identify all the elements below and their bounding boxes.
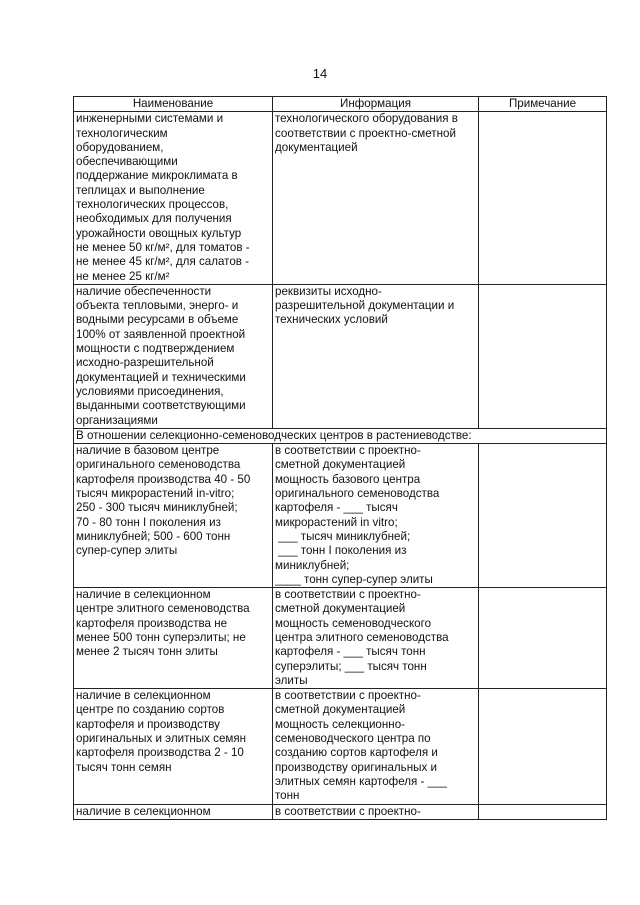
cell-line: суперэлиты; ___ тысяч тонн <box>275 659 427 673</box>
table-row <box>74 112 607 285</box>
cell-line: сметной документацией <box>275 458 406 472</box>
cell-line: менее 500 тонн суперэлиты; не <box>76 630 246 644</box>
cell-line: соответствии с проектно-сметной <box>275 126 456 140</box>
cell-line: картофеля и производству <box>76 717 220 731</box>
cell-info <box>273 588 479 689</box>
cell-line: мощность базового центра <box>275 472 421 486</box>
cell-line: в соответствии с проектно- <box>275 689 421 703</box>
cell-line: технологическим <box>76 126 168 140</box>
requirements-table <box>73 96 607 820</box>
cell-line: объекта тепловыми, энерго- и <box>76 299 239 313</box>
cell-line: картофеля - ___ тысяч тонн <box>275 645 426 659</box>
cell-line: в соответствии с проектно- <box>275 444 421 458</box>
cell-line: оригинальных и элитных семян <box>76 732 247 746</box>
table-row <box>74 588 607 689</box>
cell-line: водными ресурсами в объеме <box>76 313 239 327</box>
cell-line: 250 - 300 тысяч миниклубней; <box>76 501 238 515</box>
cell-info <box>273 284 479 428</box>
cell-line: исходно-разрешительной <box>76 356 214 370</box>
cell-line: производству оригинальных и <box>275 760 437 774</box>
header-info: Информация <box>273 97 479 112</box>
table-body-top <box>74 112 607 429</box>
cell-line: документацией и техническими <box>76 370 246 384</box>
cell-line: элиты <box>275 673 308 687</box>
cell-line: оригинального семеноводства <box>76 458 241 472</box>
cell-line: менее 2 тысяч тонн элиты <box>76 645 218 659</box>
cell-line: мощность селекционно- <box>275 717 405 731</box>
cell-note <box>479 444 607 588</box>
table-row <box>74 284 607 428</box>
cell-line: созданию сортов картофеля и <box>275 746 438 760</box>
cell-line: семеноводческого центра по <box>275 732 431 746</box>
cell-line: тысяч микрорастений in-vitro; <box>76 487 235 501</box>
cell-name <box>74 689 273 804</box>
cell-note <box>479 588 607 689</box>
cell-line: ___ тонн I поколения из <box>275 544 407 558</box>
table-header-row <box>74 97 607 112</box>
cell-line: не менее 45 кг/м², для салатов - <box>76 255 250 269</box>
cell-name <box>74 112 273 285</box>
cell-line: разрешительной документации и <box>275 299 455 313</box>
cell-line: центре элитного семеноводства <box>76 602 250 616</box>
cell-note <box>479 112 607 285</box>
cell-line: сметной документацией <box>275 703 406 717</box>
cell-info <box>273 444 479 588</box>
cell-line: реквизиты исходно- <box>275 284 382 298</box>
header-note: Примечание <box>479 97 607 112</box>
cell-line: тонн <box>275 789 300 803</box>
cell-line: ____ тонн супер-супер элиты <box>275 572 433 586</box>
cell-info <box>273 689 479 804</box>
cell-line: технологического оборудования в <box>275 112 458 126</box>
section-title: В отношении селекционно-семеноводческих центров в растениеводстве: <box>74 428 607 443</box>
cell-line: 100% от заявленной проектной <box>76 327 246 341</box>
section-title-row <box>74 428 607 443</box>
cell-line: поддержание микроклимата в <box>76 169 238 183</box>
cell-name <box>74 444 273 588</box>
cell-line: организациями <box>76 413 158 427</box>
cell-line: урожайности овощных культур <box>76 226 242 240</box>
cell-line: элитных семян картофеля - ___ <box>275 774 447 788</box>
cell-line: наличие в селекционном <box>76 804 211 818</box>
cell-line: инженерными системами и <box>76 112 224 126</box>
cell-line: наличие в базовом центре <box>76 444 220 458</box>
cell-line: супер-супер элиты <box>76 544 178 558</box>
cell-line: документацией <box>275 140 358 154</box>
cell-line: не менее 50 кг/м², для томатов - <box>76 240 250 254</box>
cell-line: обеспечивающими <box>76 155 178 169</box>
cell-line: технических условий <box>275 313 388 327</box>
cell-line: центре по созданию сортов <box>76 703 225 717</box>
cell-note <box>479 284 607 428</box>
cell-line: теплицах и выполнение <box>76 183 205 197</box>
cell-line: картофеля производства 2 - 10 <box>76 746 244 760</box>
cell-line: оригинального семеноводства <box>275 487 440 501</box>
cell-line: тысяч тонн семян <box>76 760 172 774</box>
cell-name <box>74 284 273 428</box>
page-number: 14 <box>312 66 328 81</box>
cell-info <box>273 112 479 285</box>
cell-line: картофеля - ___ тысяч <box>275 501 398 515</box>
cell-line: мощности с подтверждением <box>76 342 235 356</box>
cell-line: микрорастений in vitro; <box>275 515 398 529</box>
cell-line: миниклубней; 500 - 600 тонн <box>76 529 231 543</box>
table-section <box>74 428 607 443</box>
cell-line: наличие в селекционном <box>76 588 211 602</box>
cell-line: центра элитного семеноводства <box>275 630 449 644</box>
cell-line: ___ тысяч миниклубней; <box>275 529 411 543</box>
cell-line: миниклубней; <box>275 558 350 572</box>
table-row <box>74 689 607 804</box>
cell-line: наличие обеспеченности <box>76 284 212 298</box>
cell-line: 70 - 80 тонн I поколения из <box>76 515 221 529</box>
cell-line: мощность семеноводческого <box>275 616 432 630</box>
cell-line: сметной документацией <box>275 602 406 616</box>
table-row <box>74 444 607 588</box>
cell-line: оборудованием, <box>76 140 164 154</box>
cell-info <box>273 804 479 819</box>
cell-line: в соответствии с проектно- <box>275 588 421 602</box>
cell-note <box>479 689 607 804</box>
header-name: Наименование <box>74 97 273 112</box>
cell-line: технологических процессов, <box>76 198 229 212</box>
cell-name <box>74 804 273 819</box>
cell-line: в соответствии с проектно- <box>275 804 421 818</box>
cell-line: картофеля производства 40 - 50 <box>76 472 251 486</box>
table-row <box>74 804 607 819</box>
cell-name <box>74 588 273 689</box>
cell-note <box>479 804 607 819</box>
cell-line: картофеля производства не <box>76 616 228 630</box>
cell-line: необходимых для получения <box>76 212 232 226</box>
table-body-section <box>74 444 607 820</box>
cell-line: выданными соответствующими <box>76 399 246 413</box>
cell-line: не менее 25 кг/м² <box>76 269 170 283</box>
cell-line: условиями присоединения, <box>76 384 224 398</box>
cell-line: наличие в селекционном <box>76 689 211 703</box>
